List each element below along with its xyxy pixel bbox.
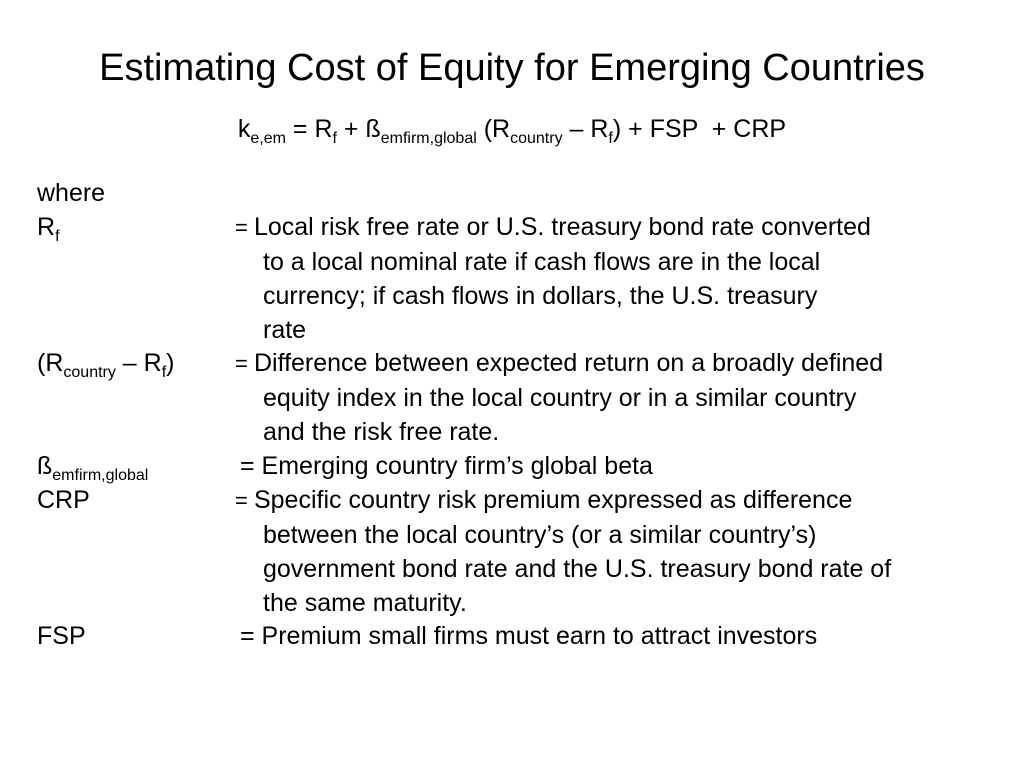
term-post: ) xyxy=(166,349,175,377)
term-subscript-2: f xyxy=(161,364,167,381)
formula-paren-open: (R xyxy=(476,115,511,143)
definition-line: equity index in the local country or in a similar country xyxy=(263,384,857,412)
definition-line: between the local country’s (or a similar country’s) xyxy=(263,521,817,549)
definition-line: to a local nominal rate if cash flows are in the local xyxy=(263,248,821,276)
definition-line-text: Emerging country firm’s global beta xyxy=(261,452,653,480)
term-subscript: country xyxy=(63,364,116,381)
term-subscript: f xyxy=(55,228,60,245)
term-mid: – R xyxy=(115,349,162,377)
formula-rf-subscript-2: f xyxy=(608,130,613,147)
equals-sign: = xyxy=(240,622,262,650)
equals-sign: = xyxy=(235,351,254,376)
definition-line: rate xyxy=(263,316,307,344)
equals-sign: = xyxy=(235,488,254,513)
definition-line: the same maturity. xyxy=(263,589,467,617)
term-subscript: emfirm,global xyxy=(52,467,149,484)
definition-text-crp xyxy=(235,483,891,620)
formula-tail: ) + FSP + CRP xyxy=(612,115,787,143)
equals-sign: = xyxy=(240,452,262,480)
where-label: where xyxy=(37,179,106,207)
definition-text-rf xyxy=(235,210,871,347)
definition-term-country-premium xyxy=(37,346,175,380)
definition-line xyxy=(235,346,883,381)
definition-line: currency; if cash flows in dollars, the U.S. treasury xyxy=(263,282,818,310)
definition-term-crp: CRP xyxy=(37,486,90,514)
definition-line-text: Difference between expected return on a broadly defined xyxy=(253,349,884,377)
definition-line xyxy=(240,449,653,483)
definition-line xyxy=(240,619,817,653)
formula-rf-subscript: f xyxy=(332,130,337,147)
definition-text-fsp xyxy=(240,619,817,653)
definition-line-text: Premium small firms must earn to attract investors xyxy=(261,622,818,650)
equals-sign: = xyxy=(235,215,254,240)
term-text: ß xyxy=(37,452,53,480)
definition-line xyxy=(235,483,891,518)
definition-line: and the risk free rate. xyxy=(263,418,500,446)
slide-title: Estimating Cost of Equity for Emerging Countries xyxy=(99,47,925,89)
term-text: R xyxy=(37,213,56,241)
cost-of-equity-formula xyxy=(0,112,1024,146)
definition-line-text: Local risk free rate or U.S. treasury bond rate converted xyxy=(253,213,871,241)
definition-term-fsp: FSP xyxy=(37,622,86,650)
formula-country-subscript: country xyxy=(510,130,563,147)
definition-text-country-premium xyxy=(235,346,883,449)
definition-text-beta xyxy=(240,449,653,483)
formula-minus-rf: – R xyxy=(562,115,609,143)
definition-line: government bond rate and the U.S. treasury bond rate of xyxy=(263,555,892,583)
definition-term-rf xyxy=(37,210,60,244)
formula-k-subscript: e,em xyxy=(250,130,286,147)
formula-eq-rf: = R xyxy=(285,115,333,143)
formula-k: k xyxy=(237,115,251,143)
definition-line-text: Specific country risk premium expressed as difference xyxy=(253,486,853,514)
formula-plus-beta: + ß xyxy=(336,115,381,143)
definition-line xyxy=(235,210,871,245)
term-pre: (R xyxy=(37,349,64,377)
definition-term-beta xyxy=(37,449,148,483)
formula-beta-subscript: emfirm,global xyxy=(380,130,477,147)
